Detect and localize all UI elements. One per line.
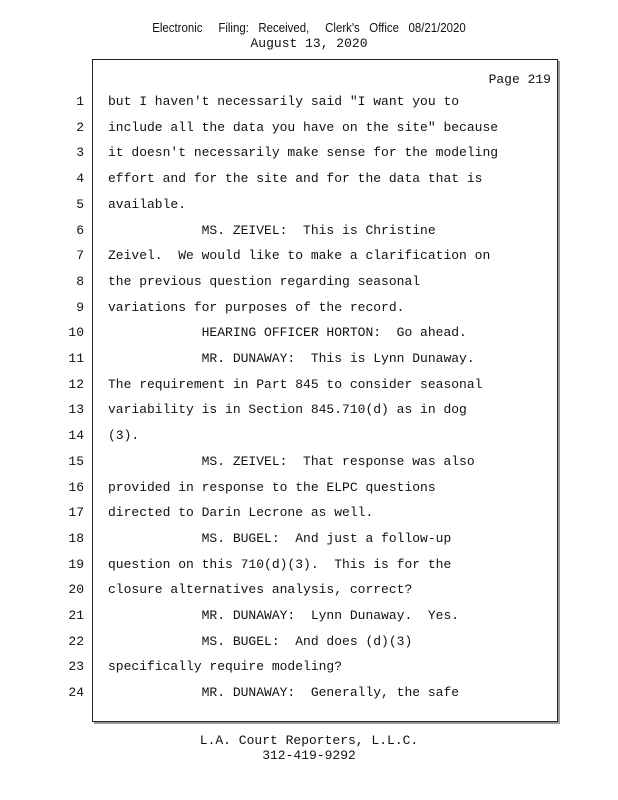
- line-text: HEARING OFFICER HORTON: Go ahead.: [108, 325, 467, 341]
- line-number: 9: [76, 299, 84, 315]
- transcript-line: [0, 685, 618, 703]
- line-number: 17: [68, 505, 84, 521]
- line-number: 22: [68, 633, 84, 649]
- footer-phone: 312-419-9292: [262, 748, 356, 763]
- transcript-line: [0, 197, 618, 215]
- transcript-line: [0, 582, 618, 600]
- line-text: MS. BUGEL: And does (d)(3): [108, 633, 413, 649]
- line-number: 16: [68, 479, 84, 495]
- transcript-line: [0, 274, 618, 292]
- filing-stamp: Electronic Filing: Received, Clerk's Office 08/21/2020: [152, 20, 466, 35]
- line-text: MR. DUNAWAY: This is Lynn Dunaway.: [108, 351, 475, 366]
- line-number: 7: [76, 248, 84, 264]
- line-text: Zeivel. We would like to make a clarification on: [108, 248, 491, 264]
- line-number: 2: [76, 119, 84, 135]
- line-number: 24: [68, 685, 84, 701]
- line-text: specifically require modeling?: [108, 659, 343, 675]
- transcript-line: [0, 608, 618, 626]
- line-number: 19: [68, 556, 84, 572]
- line-text: effort and for the site and for the data that is: [108, 171, 483, 187]
- transcript-line: [0, 223, 618, 241]
- line-text: MS. ZEIVEL: That response was also: [108, 453, 475, 469]
- transcript-line: [0, 351, 618, 369]
- transcript-line: [0, 480, 618, 498]
- line-number: 18: [68, 530, 84, 546]
- line-text: variations for purposes of the record.: [108, 299, 405, 315]
- line-text: MS. BUGEL: And just a follow-up: [108, 530, 452, 546]
- line-number: 23: [68, 659, 84, 675]
- line-number: 6: [76, 222, 84, 238]
- line-text: variability is in Section 845.710(d) as in dog: [108, 402, 467, 418]
- line-text: the previous question regarding seasonal: [108, 273, 421, 289]
- line-number: 3: [76, 145, 84, 161]
- line-text: question on this 710(d)(3). This is for the: [108, 556, 452, 572]
- line-text: directed to Darin Lecrone as well.: [108, 505, 374, 521]
- line-text: The requirement in Part 845 to consider seasonal: [108, 376, 483, 392]
- line-text: closure alternatives analysis, correct?: [108, 582, 413, 598]
- transcript-line: [0, 248, 618, 266]
- line-number: 11: [68, 351, 84, 366]
- footer-company: L.A. Court Reporters, L.L.C.: [199, 733, 419, 748]
- line-number: 10: [68, 325, 84, 341]
- transcript-line: [0, 94, 618, 112]
- transcript-line: [0, 377, 618, 395]
- line-text: MR. DUNAWAY: Generally, the safe: [108, 685, 460, 701]
- transcript-line: [0, 659, 618, 677]
- line-text: available.: [108, 196, 187, 212]
- line-text: it doesn't necessarily make sense for the modeling: [108, 145, 499, 161]
- line-text: provided in response to the ELPC questions: [108, 479, 436, 495]
- transcript-line: [0, 145, 618, 163]
- line-number: 12: [68, 376, 84, 392]
- transcript-line: [0, 531, 618, 549]
- line-text: include all the data you have on the site" because: [108, 119, 499, 135]
- line-text: MR. DUNAWAY: Lynn Dunaway. Yes.: [108, 608, 460, 623]
- transcript-line: [0, 325, 618, 343]
- line-text: MS. ZEIVEL: This is Christine: [108, 222, 436, 238]
- transcript-line: [0, 428, 618, 446]
- transcript-line: [0, 120, 618, 138]
- line-number: 4: [76, 171, 84, 187]
- line-text: but I haven't necessarily said "I want you to: [108, 94, 460, 109]
- line-number: 15: [68, 453, 84, 469]
- transcript-date: August 13, 2020: [250, 36, 368, 51]
- line-number: 1: [76, 94, 84, 109]
- page-number: Page 219: [488, 72, 551, 87]
- transcript-line: [0, 171, 618, 189]
- transcript-line: [0, 505, 618, 523]
- transcript-line: [0, 634, 618, 652]
- transcript-line: [0, 454, 618, 472]
- transcript-line: [0, 402, 618, 420]
- line-number: 21: [68, 608, 84, 623]
- line-number: 14: [68, 428, 84, 444]
- line-text: (3).: [108, 428, 140, 444]
- line-number: 13: [68, 402, 84, 418]
- transcript-line: [0, 300, 618, 318]
- transcript-line: [0, 557, 618, 575]
- line-number: 8: [76, 273, 84, 289]
- line-number: 5: [76, 196, 84, 212]
- line-number: 20: [68, 582, 84, 598]
